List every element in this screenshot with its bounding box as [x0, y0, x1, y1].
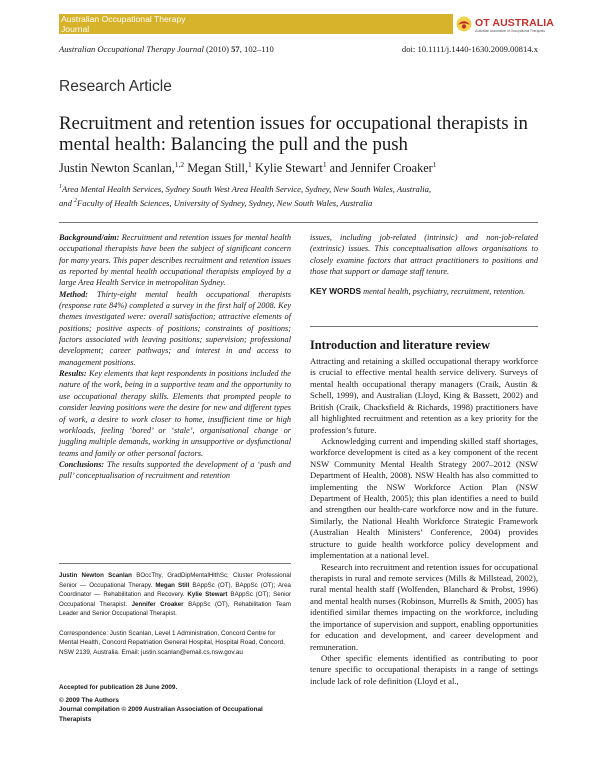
- abstract-text: Recruitment and retention issues for mental health occupational therapists have been the subject of significant concern for many years. This paper describes recruitment and retention issues as reported by mental health occupational therapists employed by a large Area Health Service in metropolitan Sydney.: [59, 233, 291, 288]
- bio-text: BAppSc (OT), BAppSc (OT); Area Coordinator — Rehabilitation and Recovery.: [59, 581, 291, 598]
- body-paragraph: Attracting and retaining a skilled occupational therapy workforce is crucial to effective mental health service delivery. Surveys of mental health occupational therapy managers (Craik, Austin & Schell, 1999), and Australian (Lloyd, King & Bassett, 2002) and British (Craik, Chacksfield & Richards, 1998) practitioners have all highlighted recruitment and retention as a key priority for the profession’s future.: [310, 356, 538, 435]
- abstract-label: Conclusions:: [59, 459, 105, 469]
- header-divider: [59, 222, 538, 223]
- abstract-label: Results:: [59, 369, 87, 379]
- abstract-label: Method:: [59, 289, 89, 299]
- author-biographies: [59, 571, 291, 619]
- affiliation-1: Area Mental Health Services, Sydney South West Area Health Service, Sydney, New South Wales, Australia,: [62, 183, 432, 194]
- author-list: [59, 160, 437, 176]
- bio-name: Megan Still: [152, 581, 190, 589]
- abstract-text: Key elements that kept respondents in positions included the nature of the work, being in a supportive team and the opportunity to use occupational therapy skills. Elements that prompted people to consider leaving positions were the desire for new and different types of work, a desire to work closer to home, insufficient time or high workloads, feeling ‘bored’ or ‘stale’, organisational change or juggling multiple demands, working in unsupportive or dysfunctional teams and family or other personal factors.: [59, 369, 291, 458]
- body-paragraph: Acknowledging current and impending skilled staff shortages, workforce development is cited as a key component of the recent NSW Community Mental Health Strategy 2007–2012 (NSW Department of Health, 2008). NSW Health has also committed to implementing the NSW Workforce Action Plan (NSW Department of Health, 2005); this plan identifies a need to build and strengthen our health-care workforce now and in the future. Similarly, the National Health Workforce Strategic Framework (Australian Health Ministers’ Conference, 2004) provides structure to guide health workforce policy development and implementation at a national level.: [310, 435, 538, 561]
- body-paragraph: Other specific elements identified as contributing to poor tenure specific to occupational therapists in a range of settings include lack of role definition (Lloyd et al.,: [310, 652, 538, 686]
- author-affiliation-mark: 1: [248, 160, 252, 169]
- accepted-date: Accepted for publication 28 June 2009.: [59, 684, 178, 691]
- author-affiliation-mark: 1: [322, 160, 327, 169]
- ot-australia-logo: [456, 14, 554, 36]
- copyright-line-1: © 2009 The Authors: [59, 697, 119, 704]
- citation: [59, 44, 274, 54]
- footnote-divider: [59, 563, 291, 564]
- abstract: [59, 232, 291, 482]
- copyright-line-2: Journal compilation © 2009 Australian Association of Occupational Therapists: [59, 706, 263, 723]
- author-name: Justin Newton Scanlan,: [59, 161, 175, 176]
- affiliations: [59, 181, 529, 209]
- body-paragraph: Research into recruitment and retention issues for occupational therapists in rural and remote services (Mills & Millstead, 2002), rural mental health staff (Wolfenden, Blanchard & Probst, 1996) and mental health nurses (Robinson, Murrells & Smith, 2005) has identified similar themes impacting on the workforce, including the importance of supervision and support, enabling opportunities for education and development, and career development and remuneration.: [310, 561, 538, 652]
- abstract-divider: [310, 326, 538, 327]
- ot-australia-logo-icon: [456, 16, 472, 32]
- introduction-heading: Introduction and literature review: [310, 338, 491, 352]
- correspondence: Correspondence: Justin Scanlan, Level 1 Administration, Concord Centre for Mental Health, Concord Repatriation General Hospital, Hospital Road, Concord, NSW 2139, Australia. Email: justin.scanlan@email.cs.nsw.gov.au: [59, 630, 285, 656]
- bio-text: BAppSc (OT), Rehabilitation Team Leader and Senior Occupational Therapist.: [59, 600, 291, 617]
- abstract-label: Background/aim:: [59, 233, 120, 242]
- citation-pages: , 102–110: [239, 44, 274, 54]
- bio-name: Kylie Stewart: [184, 591, 228, 598]
- citation-volume: 57: [231, 44, 240, 54]
- abstract-continuation: [310, 232, 538, 277]
- keywords-label: KEY WORDS: [310, 286, 362, 296]
- abstract-method: [59, 289, 291, 368]
- banner-line-2: Journal: [61, 23, 90, 34]
- abstract-text: The results supported the development of a ‘push and pull’ conceptualisation of recruitment and retention: [59, 459, 291, 481]
- affiliation-2: Faculty of Health Sciences, University of Sydney, Sydney, New South Wales, Australia: [77, 197, 373, 208]
- doi: doi: 10.1111/j.1440-1630.2009.00814.x: [401, 44, 538, 54]
- abstract-conclusions: [59, 459, 291, 482]
- abstract-text: Thirty-eight mental health occupational therapists (response rate 84%) completed a survey in the first half of 2008. Key themes investigated were: overall satisfaction; attractive elements of positions; positive aspects of positions; constraints of positions; factors associated with leaving positions; supervision; professional development; career pathways; and interest in and access to management positions.: [59, 289, 291, 367]
- author-name: Megan Still,: [184, 161, 249, 176]
- logo-wordmark: OT AUSTRALIA: [475, 17, 554, 29]
- bio-text: BAppSc (OT); Senior Occupational Therapist.: [59, 591, 291, 608]
- copyright: [59, 696, 291, 724]
- citation-line: [59, 44, 538, 54]
- journal-banner: [59, 14, 453, 34]
- introduction-body: [310, 356, 538, 687]
- abstract-continuation-text: issues, including job-related (intrinsic) and non-job-related (extrinsic) issues. This conceptualisation allows organisations to closely examine factors that attract practitioners to positions and those that support or damage staff tenure.: [310, 233, 538, 277]
- abstract-results: [59, 368, 291, 459]
- bio-text: BOccThy, GradDipMentalHlthSc; Cluster Professional Senior — Occupational Therapy.: [59, 572, 292, 589]
- author-affiliation-mark: 1,2: [174, 160, 185, 169]
- bio-paragraph: [59, 571, 291, 619]
- section-label: Research Article: [59, 78, 172, 95]
- bio-name: Justin Newton Scanlan: [59, 572, 132, 579]
- bio-name: Jennifer Croaker: [127, 600, 184, 608]
- author-name: and Jennifer Croaker: [326, 161, 433, 176]
- logo-subtitle: Australian Association of Occupational Therapists: [475, 29, 545, 33]
- abstract-background: [59, 232, 291, 289]
- affiliation-mark: 1: [59, 184, 62, 190]
- author-name: Kylie Stewart: [251, 161, 323, 176]
- affiliation-2-prefix: and: [59, 197, 75, 208]
- article-title: Recruitment and retention issues for occupational therapists in mental health: Balancing the pull and the push: [59, 113, 528, 155]
- banner-line-1: Australian Occupational Therapy: [61, 14, 186, 24]
- affiliation-mark: 2: [74, 197, 78, 204]
- keywords-text: mental health, psychiatry, recruitment, retention.: [361, 287, 526, 296]
- citation-journal: Australian Occupational Therapy Journal: [59, 44, 204, 54]
- keywords: [310, 286, 538, 297]
- citation-year: (2010): [206, 44, 229, 54]
- author-affiliation-mark: 1: [432, 160, 437, 169]
